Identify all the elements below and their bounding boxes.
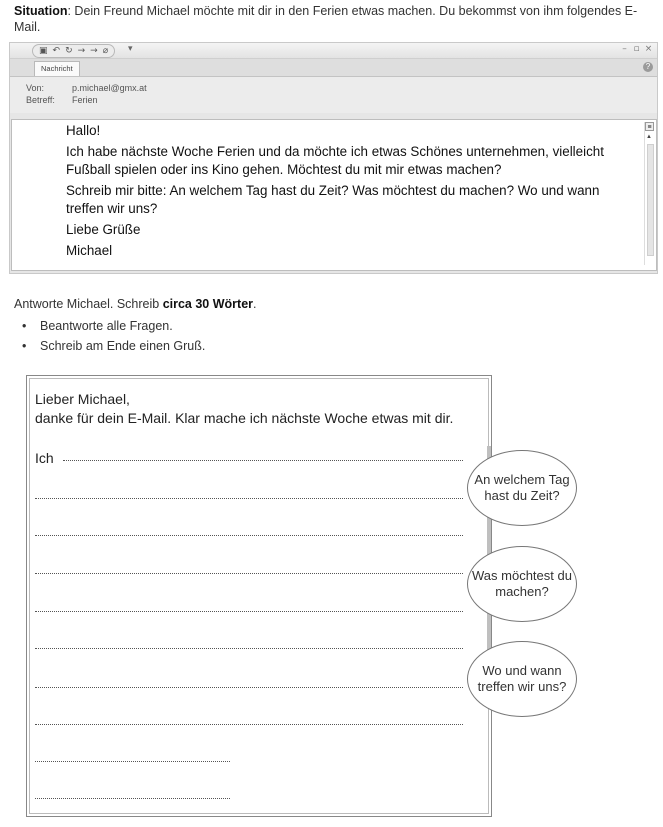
message-body xyxy=(11,119,657,271)
writing-line[interactable] xyxy=(35,648,463,649)
writing-line[interactable] xyxy=(35,724,463,725)
previous-icon[interactable]: → xyxy=(77,46,86,56)
message-line: Ich habe nächste Woche Ferien und da möchte ich etwas Schönes unternehmen, vielleicht Fußball spielen oder ins Kino gehen. Möchtest du mit mir etwas machen? xyxy=(66,144,604,177)
customize-toolbar-icon[interactable]: ▾ xyxy=(128,44,133,54)
bullet-item: • Beantworte alle Fragen. xyxy=(22,316,205,336)
answer-start-word: Ich xyxy=(35,450,54,466)
task-bullets xyxy=(22,316,205,356)
writing-line[interactable] xyxy=(35,611,463,612)
title-bar xyxy=(10,43,657,59)
question-bubble-day: An welchem Tag hast du Zeit? xyxy=(467,450,577,526)
bullet-item: • Schreib am Ende einen Gruß. xyxy=(22,336,205,356)
question-bubble-meeting: Wo und wann treffen wir uns? xyxy=(467,641,577,717)
from-row xyxy=(26,83,147,93)
restore-icon[interactable]: ▫ xyxy=(633,44,640,54)
tab-nachricht[interactable]: Nachricht xyxy=(34,61,80,76)
task-word-count: circa 30 Wörter xyxy=(162,297,254,311)
redo-icon[interactable]: ↻ xyxy=(65,46,73,56)
close-icon[interactable]: × xyxy=(644,44,653,54)
task-instruction xyxy=(14,297,257,311)
undo-icon[interactable]: ↶ xyxy=(52,46,61,56)
subject-label: Betreff: xyxy=(26,95,55,105)
scroll-top-icon[interactable]: ≡ xyxy=(645,122,654,131)
quick-access-toolbar xyxy=(32,44,115,58)
next-icon[interactable]: → xyxy=(90,46,98,56)
scroll-up-icon[interactable]: ▲ xyxy=(646,134,652,140)
message-text xyxy=(66,122,626,263)
answer-greeting: Lieber Michael, xyxy=(35,391,130,407)
message-line: Michael xyxy=(66,243,113,258)
ribbon xyxy=(10,59,657,77)
question-bubble-activity: Was möchtest du machen? xyxy=(467,546,577,622)
save-icon[interactable]: ▣ xyxy=(39,46,48,56)
writing-line[interactable] xyxy=(35,573,463,574)
from-value: p.michael@gmx.at xyxy=(72,83,147,93)
situation-body: : Dein Freund Michael möchte mit dir in den Ferien etwas machen. Du bekommst von ihm folgendes E-Mail. xyxy=(14,4,638,34)
situation-text xyxy=(14,3,654,35)
from-label: Von: xyxy=(26,83,45,93)
answer-line-2: danke für dein E-Mail. Klar mache ich nächste Woche etwas mit dir. xyxy=(35,410,454,426)
message-line: Schreib mir bitte: An welchem Tag hast du Zeit? Was möchtest du machen? Wo und wann treffen wir uns? xyxy=(66,183,600,216)
answer-box[interactable] xyxy=(26,375,492,817)
minimize-icon[interactable]: – xyxy=(622,44,627,54)
message-line: Hallo! xyxy=(66,123,101,138)
window-controls xyxy=(620,44,653,55)
subject-value: Ferien xyxy=(72,95,98,105)
vertical-scrollbar[interactable] xyxy=(644,122,654,265)
help-icon[interactable]: ? xyxy=(643,62,653,72)
scroll-track[interactable] xyxy=(647,144,654,256)
task-suffix: . xyxy=(253,297,257,311)
answer-intro xyxy=(35,390,453,428)
situation-label: Situation xyxy=(14,4,68,18)
attachment-icon[interactable]: ⌀ xyxy=(102,46,109,56)
writing-line[interactable] xyxy=(35,687,463,688)
writing-line[interactable] xyxy=(35,761,230,762)
email-window xyxy=(9,42,658,274)
writing-line[interactable] xyxy=(63,460,463,461)
message-headers xyxy=(10,77,657,113)
writing-line[interactable] xyxy=(35,535,463,536)
writing-line[interactable] xyxy=(35,798,230,799)
writing-line[interactable] xyxy=(35,498,463,499)
message-line: Liebe Grüße xyxy=(66,222,141,237)
task-prefix: Antworte Michael. Schreib xyxy=(14,297,163,311)
subject-row xyxy=(26,95,98,105)
